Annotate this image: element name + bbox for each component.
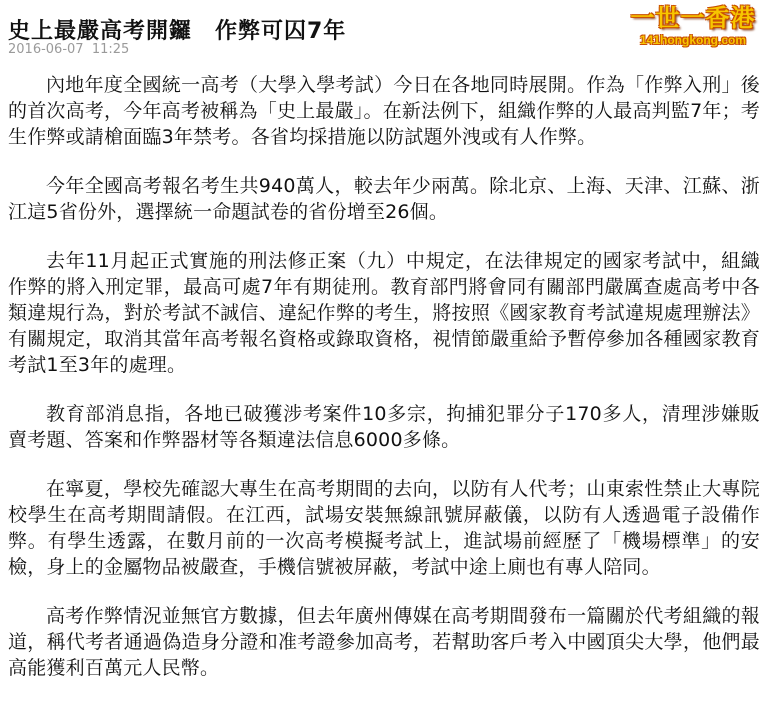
article-paragraph: 內地年度全國統一高考（大學入學考試）今日在各地同時展開。作為「作弊入刑」後的首次高考，今年高考被稱為「史上最嚴」。在新法例下，組織作弊的人最高判監7年；考生作弊或請槍面臨3年禁考。各省均採措施以防試題外洩或有人作弊。	[8, 74, 760, 148]
article-header	[0, 0, 768, 62]
article-title: 史上最嚴高考開鑼 作弊可囚7年	[8, 19, 347, 44]
site-logo[interactable]	[624, 4, 762, 52]
logo-wordmark: 一世一香港	[630, 4, 756, 32]
article-body	[8, 72, 760, 704]
publish-datetime: 2016-06-07 11:25	[8, 42, 130, 57]
article-paragraph: 教育部消息指，各地已破獲涉考案件10多宗，拘捕犯罪分子170多人，清理涉嫌販賣考題、答案和作弊器材等各類違法信息6000多條。	[8, 403, 760, 451]
article-paragraph: 高考作弊情況並無官方數據，但去年廣州傳媒在高考期間發布一篇關於代考組織的報道，稱代考者通過偽造身分證和准考證參加高考，若幫助客戶考入中國頂尖大學，他們最高能獲利百萬元人民幣。	[8, 605, 760, 679]
article-paragraph: 今年全國高考報名考生共940萬人，較去年少兩萬。除北京、上海、天津、江蘇、浙江這5省份外，選擇統一命題試卷的省份增至26個。	[8, 175, 760, 223]
logo-domain: 141hongkong.com	[639, 33, 746, 47]
article-paragraph: 在寧夏，學校先確認大專生在高考期間的去向，以防有人代考；山東索性禁止大專院校學生在高考期間請假。在江西，試場安裝無線訊號屏蔽儀，以防有人透過電子設備作弊。有學生透露，在數月前的一次高考模擬考試上，進試場前經歷了「機場標準」的安檢，身上的金屬物品被嚴查，手機信號被屏蔽，考試中途上廁也有專人陪同。	[8, 478, 760, 578]
article-paragraph: 去年11月起正式實施的刑法修正案（九）中規定，在法律規定的國家考試中，組織作弊的將入刑定罪，最高可處7年有期徒刑。教育部門將會同有關部門嚴厲查處高考中各類違規行為，對於考試不誠信、違紀作弊的考生，將按照《國家教育考試違規處理辦法》有關規定，取消其當年高考報名資格或錄取資格，視情節嚴重給予暫停參加各種國家教育考試1至3年的處理。	[8, 250, 760, 376]
